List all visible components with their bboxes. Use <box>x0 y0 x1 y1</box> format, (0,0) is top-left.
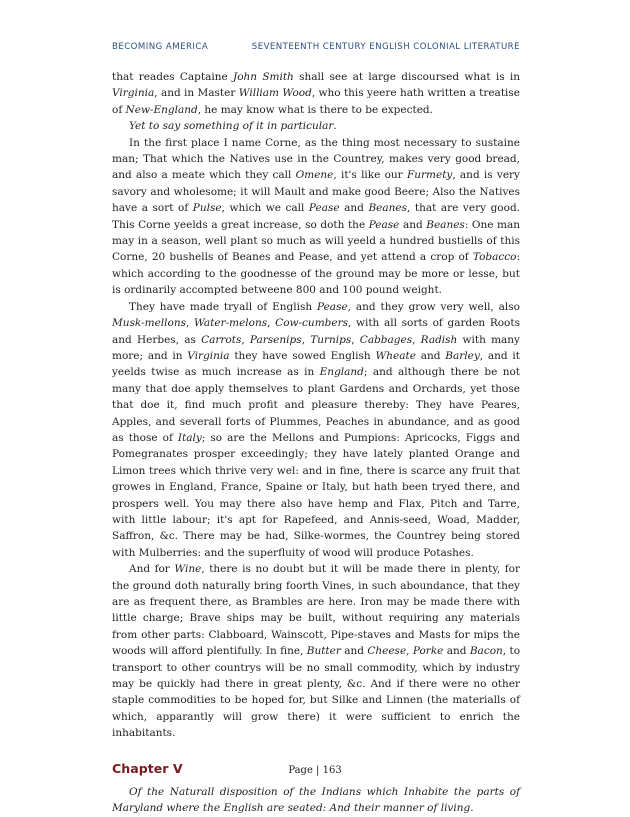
italic-term: Parsenips <box>249 333 302 346</box>
chapter-subtitle: Of the Naturall disposition of the Indians which Inhabite the parts of Maryland where the English are seated: And their manner of living. <box>112 786 520 815</box>
italic-term: Wine <box>174 563 202 576</box>
italic-term: Beanes <box>368 202 407 215</box>
text-run: ; and although there be not many that doe apply themselves to plant Gardens and Orchards, yet those that doe it, find much profit and pleasure thereby: They have Peares, Apples, and severall forts of Plummes, Peaches in abundance, and as good as those of <box>112 366 520 444</box>
italic-term: Pulse <box>192 202 222 215</box>
text-run: , <box>186 317 194 330</box>
italic-term: Cow-cumbers <box>275 317 348 330</box>
text-run: with many more; and in <box>112 333 520 362</box>
text-run: , and it yeelds twise as much increase as in <box>112 349 520 379</box>
text-run: , who this yeere hath written a treatise of <box>112 87 520 116</box>
text-run: and <box>399 218 427 231</box>
paragraph <box>112 299 520 562</box>
italic-term: Furmety <box>406 169 453 182</box>
text-run: , which we call <box>221 202 309 215</box>
text-run: , <box>267 317 276 330</box>
italic-term: New-England <box>125 103 198 116</box>
text-run: , it's like our <box>333 169 407 182</box>
text-run: and <box>340 645 368 658</box>
italic-term: Tobacco <box>472 251 517 264</box>
italic-term: Pease <box>368 218 400 231</box>
text-run: . <box>333 120 337 133</box>
italic-term: Omene <box>295 169 334 182</box>
italic-term: England <box>319 366 364 379</box>
italic-term: Porke <box>412 645 444 658</box>
italic-term: Wheate <box>375 349 416 362</box>
paragraph <box>112 561 520 741</box>
text-run: ; so are the Mellons and Pumpions: Apricocks, Figgs and Pomegranates prosper exceedingly; they have lately planted Orange and Limon trees which thrive very wel: and in fine, there is scarce any fruit that growes in England, France, Spaine or Italy, but hath been tryed there, and prospers well. You may there also have hemp and Flax, Pitch and Tarre, with little labour; it's apt for Rapefeed, and Annis-seed, Woad, Madder, Saffron, &c. There may be had, Silke-wormes, the Countrey being stored with Mulberries: and the superfluity of wood will produce Potashes. <box>112 431 520 559</box>
paragraph <box>112 135 520 299</box>
italic-term: Italy <box>177 431 202 444</box>
italic-term: Butter <box>306 645 341 658</box>
italic-term: Beanes <box>426 218 465 231</box>
italic-term: Bacon <box>469 645 503 658</box>
italic-term: Yet to say something of it in particular <box>129 120 334 133</box>
text-run: : which according to the goodnesse of the ground may be more or lesse, but is ordinarily accompted betweene 800 and 100 pound weight. <box>112 251 520 297</box>
text-run: And for <box>129 563 175 576</box>
italic-term: Turnips <box>310 333 352 346</box>
text-run: , there is no doubt but it will be made there in plenty, for the ground doth naturally bring foorth Vines, in such aboundance, that they are as frequent there, as Brambles are here. Iron may be made there with little charge; Brave ships may be built, without requiring any materials from other parts: Clabboard, Wainscott, Pipe-staves and Masts for mips the woods will afford plentifully. In fine, <box>112 563 520 658</box>
text-run: , <box>241 333 250 346</box>
italic-term: Musk-mellons <box>112 317 186 330</box>
page-body <box>112 69 520 817</box>
text-run: and <box>443 645 470 658</box>
text-run: : One man may in a season, well plant so much as will yeeld a hundred bustiells of this Corne, 20 bushells of Beanes and Pease, and yet attend a crop of <box>112 218 521 264</box>
italic-term: Water-melons <box>194 317 268 330</box>
text-run: that reades Captaine <box>112 71 233 83</box>
text-run: , <box>351 333 360 346</box>
italic-term: Cheese <box>367 645 407 658</box>
paragraph <box>112 69 520 118</box>
text-run: and <box>339 202 369 215</box>
italic-term: John Smith <box>232 71 294 83</box>
text-run: , <box>406 645 413 658</box>
text-run: shall see at large discoursed what is in <box>293 71 521 83</box>
text-run: , and is very savory and wholesome; it will Mault and make good Beere; Also the Natives have a sort of <box>112 169 520 215</box>
italic-term: Virginia <box>187 349 230 362</box>
text-run: , that are very good. This Corne yeelds a great increase, so doth the <box>112 202 521 231</box>
text-run: , <box>412 333 421 346</box>
page-number: Page | 163 <box>288 765 342 776</box>
text-run: , and they grow very well, also <box>347 300 520 313</box>
italic-term: Barley <box>445 349 480 362</box>
italic-term: William Wood <box>238 87 312 100</box>
text-run: , <box>301 333 311 346</box>
text-run: and <box>415 349 446 362</box>
text-run: , with all sorts of garden Roots and Herbes, as <box>112 317 520 346</box>
text-run: They have made tryall of English <box>129 300 317 313</box>
italic-term: Virginia <box>112 87 155 100</box>
text-run: , he may know what is there to be expected. <box>197 103 433 116</box>
italic-term: Cabbages <box>359 333 413 346</box>
header-section-title: SEVENTEENTH CENTURY ENGLISH COLONIAL LITERATURE <box>251 42 520 52</box>
italic-term: Radish <box>420 333 458 346</box>
italic-term: Pease <box>317 300 348 313</box>
text-run: , and in Master <box>154 87 239 100</box>
italic-term: Carrots <box>201 333 242 346</box>
text-run: they have sowed English <box>229 349 376 362</box>
running-header <box>112 42 520 52</box>
chapter-heading: Chapter V <box>112 760 183 776</box>
text-run: , to transport to other countrys will be no small commodity, which by industry may be quickly had there in great plenty, &c. And if there were no other staple commodities to be hoped for, but Silke and Linnen (the materialls of which, apparantly will grow there) it were sufficient to enrich the inhabitants. <box>112 645 521 740</box>
italic-term: Pease <box>308 202 340 215</box>
text-run: In the first place I name Corne, as the thing most necessary to sustaine man; That which the Natives use in the Countrey, makes very good bread, and also a meate which they call <box>112 136 520 182</box>
paragraph <box>112 118 520 134</box>
header-book-title: BECOMING AMERICA <box>112 42 209 52</box>
